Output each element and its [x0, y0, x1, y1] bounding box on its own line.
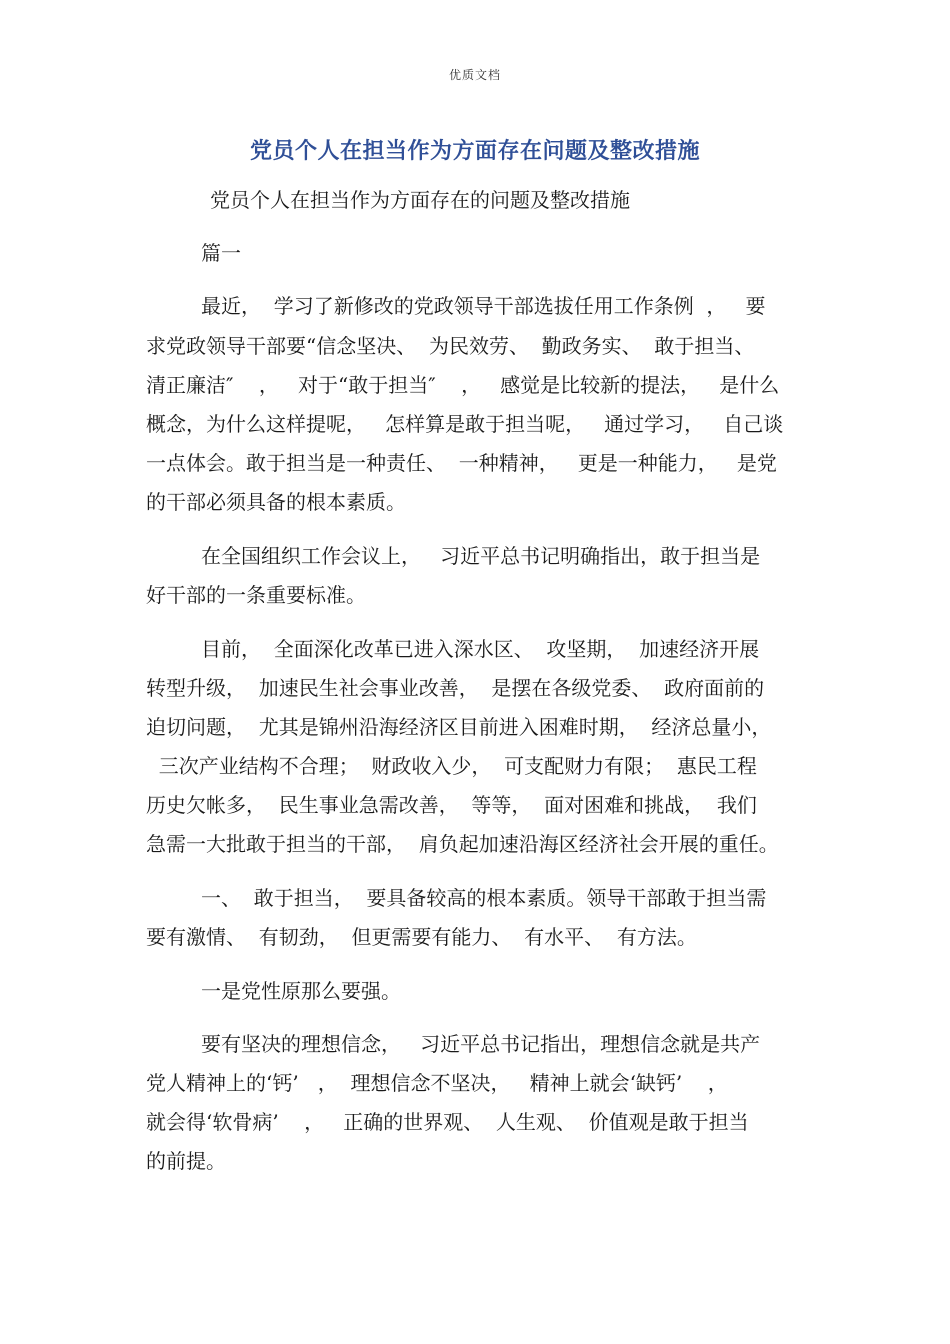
paragraph-line: 在全国组织工作会议上， 习近平总书记明确指出，敢于担当是 [201, 544, 761, 568]
paragraph-line: 就会得‘软骨病’ ， 正确的世界观、 人生观、 价值观是敢于担当 [146, 1110, 749, 1134]
paragraph-line: 好干部的一条重要标准。 [146, 583, 366, 607]
paragraph-line: 清正廉洁″ ， 对于“敢于担当″ ， 感觉是比较新的提法， 是什么 [146, 373, 780, 397]
paragraph-line: 的前提。 [146, 1149, 226, 1173]
paragraph-line: 要有坚决的理想信念， 习近平总书记指出，理想信念就是共产 [201, 1032, 761, 1056]
paragraph-line: 求党政领导干部要“信念坚决、 为民效劳、 勤政务实、 敢于担当、 [146, 334, 755, 358]
paragraph-line: 三次产业结构不合理； 财政收入少， 可支配财力有限； 惠民工程 [146, 754, 757, 778]
paragraph-line: 概念，为什么这样提呢， 怎样算是敢于担当呢， 通过学习， 自己谈 [146, 412, 784, 436]
paragraph-line: 一点体会。敢于担当是一种责任、 一种精神， 更是一种能力， 是党 [146, 451, 777, 475]
paragraph-line: 要有激情、 有韧劲， 但更需要有能力、 有水平、 有方法。 [146, 925, 697, 949]
header-mark: 优质文档 [448, 68, 501, 82]
section-label: 篇一 [201, 241, 241, 265]
paragraph-line: 的干部必须具备的根本素质。 [146, 490, 406, 514]
document-subtitle: 党员个人在担当作为方面存在的问题及整改措施 [210, 188, 630, 212]
paragraph-line: 最近， 学习了新修改的党政领导干部选拔任用工作条例 ， 要 [201, 294, 766, 318]
paragraph-line: 一、 敢于担当， 要具备较高的根本素质。领导干部敢于担当需 [201, 886, 767, 910]
paragraph-line: 历史欠帐多， 民生事业急需改善， 等等， 面对困难和挑战， 我们 [146, 793, 757, 817]
paragraph-line: 转型升级， 加速民生社会事业改善， 是摆在各级党委、 政府面前的 [146, 676, 765, 700]
paragraph-line: 党人精神上的‘钙’ ， 理想信念不坚决， 精神上就会‘缺钙’ ， [146, 1071, 728, 1095]
paragraph-line: 迫切问题， 尤其是锦州沿海经济区目前进入困难时期， 经济总量小， [146, 715, 772, 739]
paragraph-line: 急需一大批敢于担当的干部， 肩负起加速沿海区经济社会开展的重任。 [146, 832, 779, 856]
document-title: 党员个人在担当作为方面存在问题及整改措施 [249, 139, 700, 164]
paragraph-line: 目前， 全面深化改革已进入深水区、 攻坚期， 加速经济开展 [201, 637, 760, 661]
paragraph-line: 一是党性原那么要强。 [201, 979, 401, 1003]
